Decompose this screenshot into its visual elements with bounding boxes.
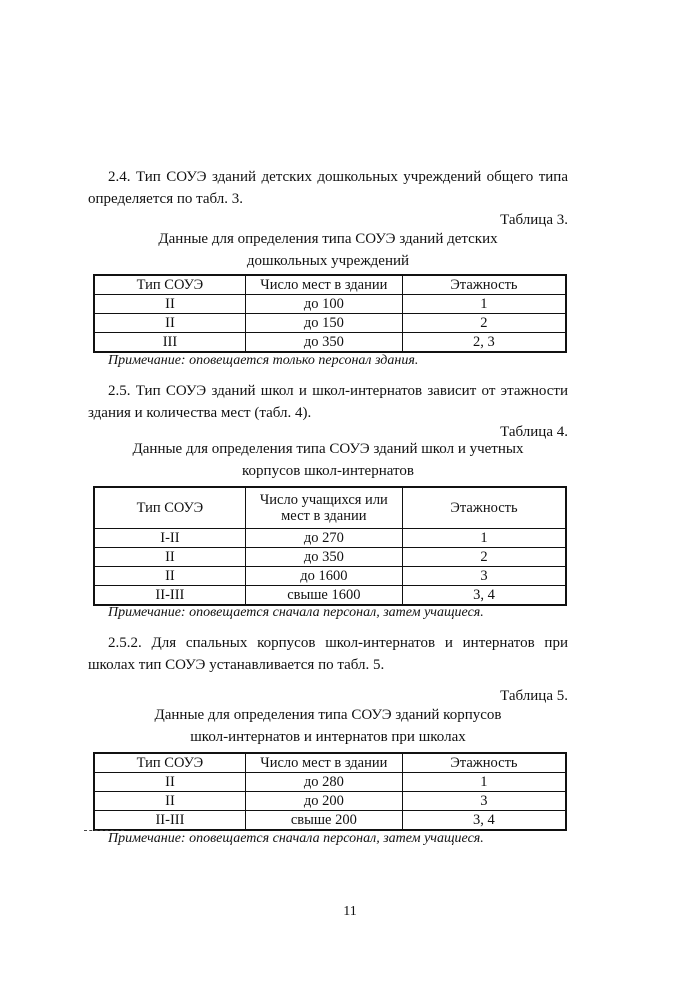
- table-row: [94, 333, 566, 353]
- table-cell: 2: [402, 314, 566, 333]
- table-cell: I-II: [94, 529, 245, 548]
- table-cell: до 100: [245, 295, 402, 314]
- table-header-row: [94, 487, 566, 529]
- paragraph-2-4: [88, 166, 568, 210]
- table-row: [94, 567, 566, 586]
- table-4-note: Примечание: оповещается сначала персонал, затем учащиеся.: [108, 605, 484, 620]
- paragraph-2-5-2: [88, 632, 568, 676]
- table-5-note: Примечание: оповещается сначала персонал, затем учащиеся.: [108, 831, 484, 846]
- table-cell: 3: [402, 792, 566, 811]
- header-cell: Тип СОУЭ: [94, 275, 245, 295]
- table-header-row: [94, 275, 566, 295]
- table-5-caption: [88, 704, 568, 748]
- table-cell: до 1600: [245, 567, 402, 586]
- table-cell: свыше 1600: [245, 586, 402, 606]
- table-cell: до 280: [245, 773, 402, 792]
- table-cell: II: [94, 548, 245, 567]
- table-cell: 1: [402, 295, 566, 314]
- caption-line: Данные для определения типа СОУЭ зданий детских: [158, 231, 498, 247]
- table-cell: II: [94, 792, 245, 811]
- header-cell: Тип СОУЭ: [94, 487, 245, 529]
- table-4-caption: [88, 438, 568, 482]
- table-row: [94, 811, 566, 831]
- header-cell: Число мест в здании: [245, 753, 402, 773]
- table-row: [94, 295, 566, 314]
- paragraph-2-5: [88, 380, 568, 424]
- table-cell: II: [94, 773, 245, 792]
- table-cell: II: [94, 567, 245, 586]
- table-cell: II-III: [94, 811, 245, 831]
- table-5-label: Таблица 5.: [500, 688, 568, 704]
- table-cell: 3: [402, 567, 566, 586]
- table-cell: до 150: [245, 314, 402, 333]
- table-row: [94, 792, 566, 811]
- table-cell: 2: [402, 548, 566, 567]
- paragraph-text: 2.4. Тип СОУЭ зданий детских дошкольных учреждений общего типа определяется по табл. 3.: [88, 169, 568, 207]
- header-cell: Число мест в здании: [245, 275, 402, 295]
- table-row: [94, 529, 566, 548]
- table-row: [94, 586, 566, 606]
- table-cell: 1: [402, 529, 566, 548]
- paragraph-text: 2.5.2. Для спальных корпусов школ-интернатов и интернатов при школах тип СОУЭ устанавливается по табл. 5.: [88, 635, 568, 673]
- table-cell: до 270: [245, 529, 402, 548]
- caption-line: дошкольных учреждений: [246, 253, 410, 269]
- table-cell: свыше 200: [245, 811, 402, 831]
- caption-line: корпусов школ-интернатов: [242, 463, 414, 479]
- table-row: [94, 548, 566, 567]
- table-header-row: [94, 753, 566, 773]
- table-cell: до 350: [245, 548, 402, 567]
- header-cell: Этажность: [402, 753, 566, 773]
- table-3-label: Таблица 3.: [500, 212, 568, 228]
- caption-line: Данные для определения типа СОУЭ зданий корпусов: [154, 707, 502, 723]
- table-3-caption: [88, 228, 568, 272]
- paragraph-text: 2.5. Тип СОУЭ зданий школ и школ-интернатов зависит от этажности здания и количества мест (табл. 4).: [88, 383, 568, 421]
- table-4: [93, 486, 567, 606]
- table-cell: 3, 4: [402, 586, 566, 606]
- table-cell: 2, 3: [402, 333, 566, 353]
- table-cell: II: [94, 295, 245, 314]
- table-cell: до 200: [245, 792, 402, 811]
- table-cell: 1: [402, 773, 566, 792]
- table-5: [93, 752, 567, 831]
- page-number: 11: [343, 904, 357, 919]
- table-row: [94, 773, 566, 792]
- table-cell: III: [94, 333, 245, 353]
- header-cell: Число учащихся или мест в здании: [245, 487, 402, 529]
- table-row: [94, 314, 566, 333]
- header-cell: Этажность: [402, 487, 566, 529]
- table-cell: II: [94, 314, 245, 333]
- table-cell: II-III: [94, 586, 245, 606]
- caption-line: школ-интернатов и интернатов при школах: [190, 729, 466, 745]
- table-cell: до 350: [245, 333, 402, 353]
- header-cell: Тип СОУЭ: [94, 753, 245, 773]
- table-cell: 3, 4: [402, 811, 566, 831]
- header-cell: Этажность: [402, 275, 566, 295]
- table-3-note: Примечание: оповещается только персонал здания.: [108, 353, 419, 368]
- table-3: [93, 274, 567, 353]
- caption-line: Данные для определения типа СОУЭ зданий школ и учетных: [132, 441, 524, 457]
- table-4-label: Таблица 4.: [500, 424, 568, 440]
